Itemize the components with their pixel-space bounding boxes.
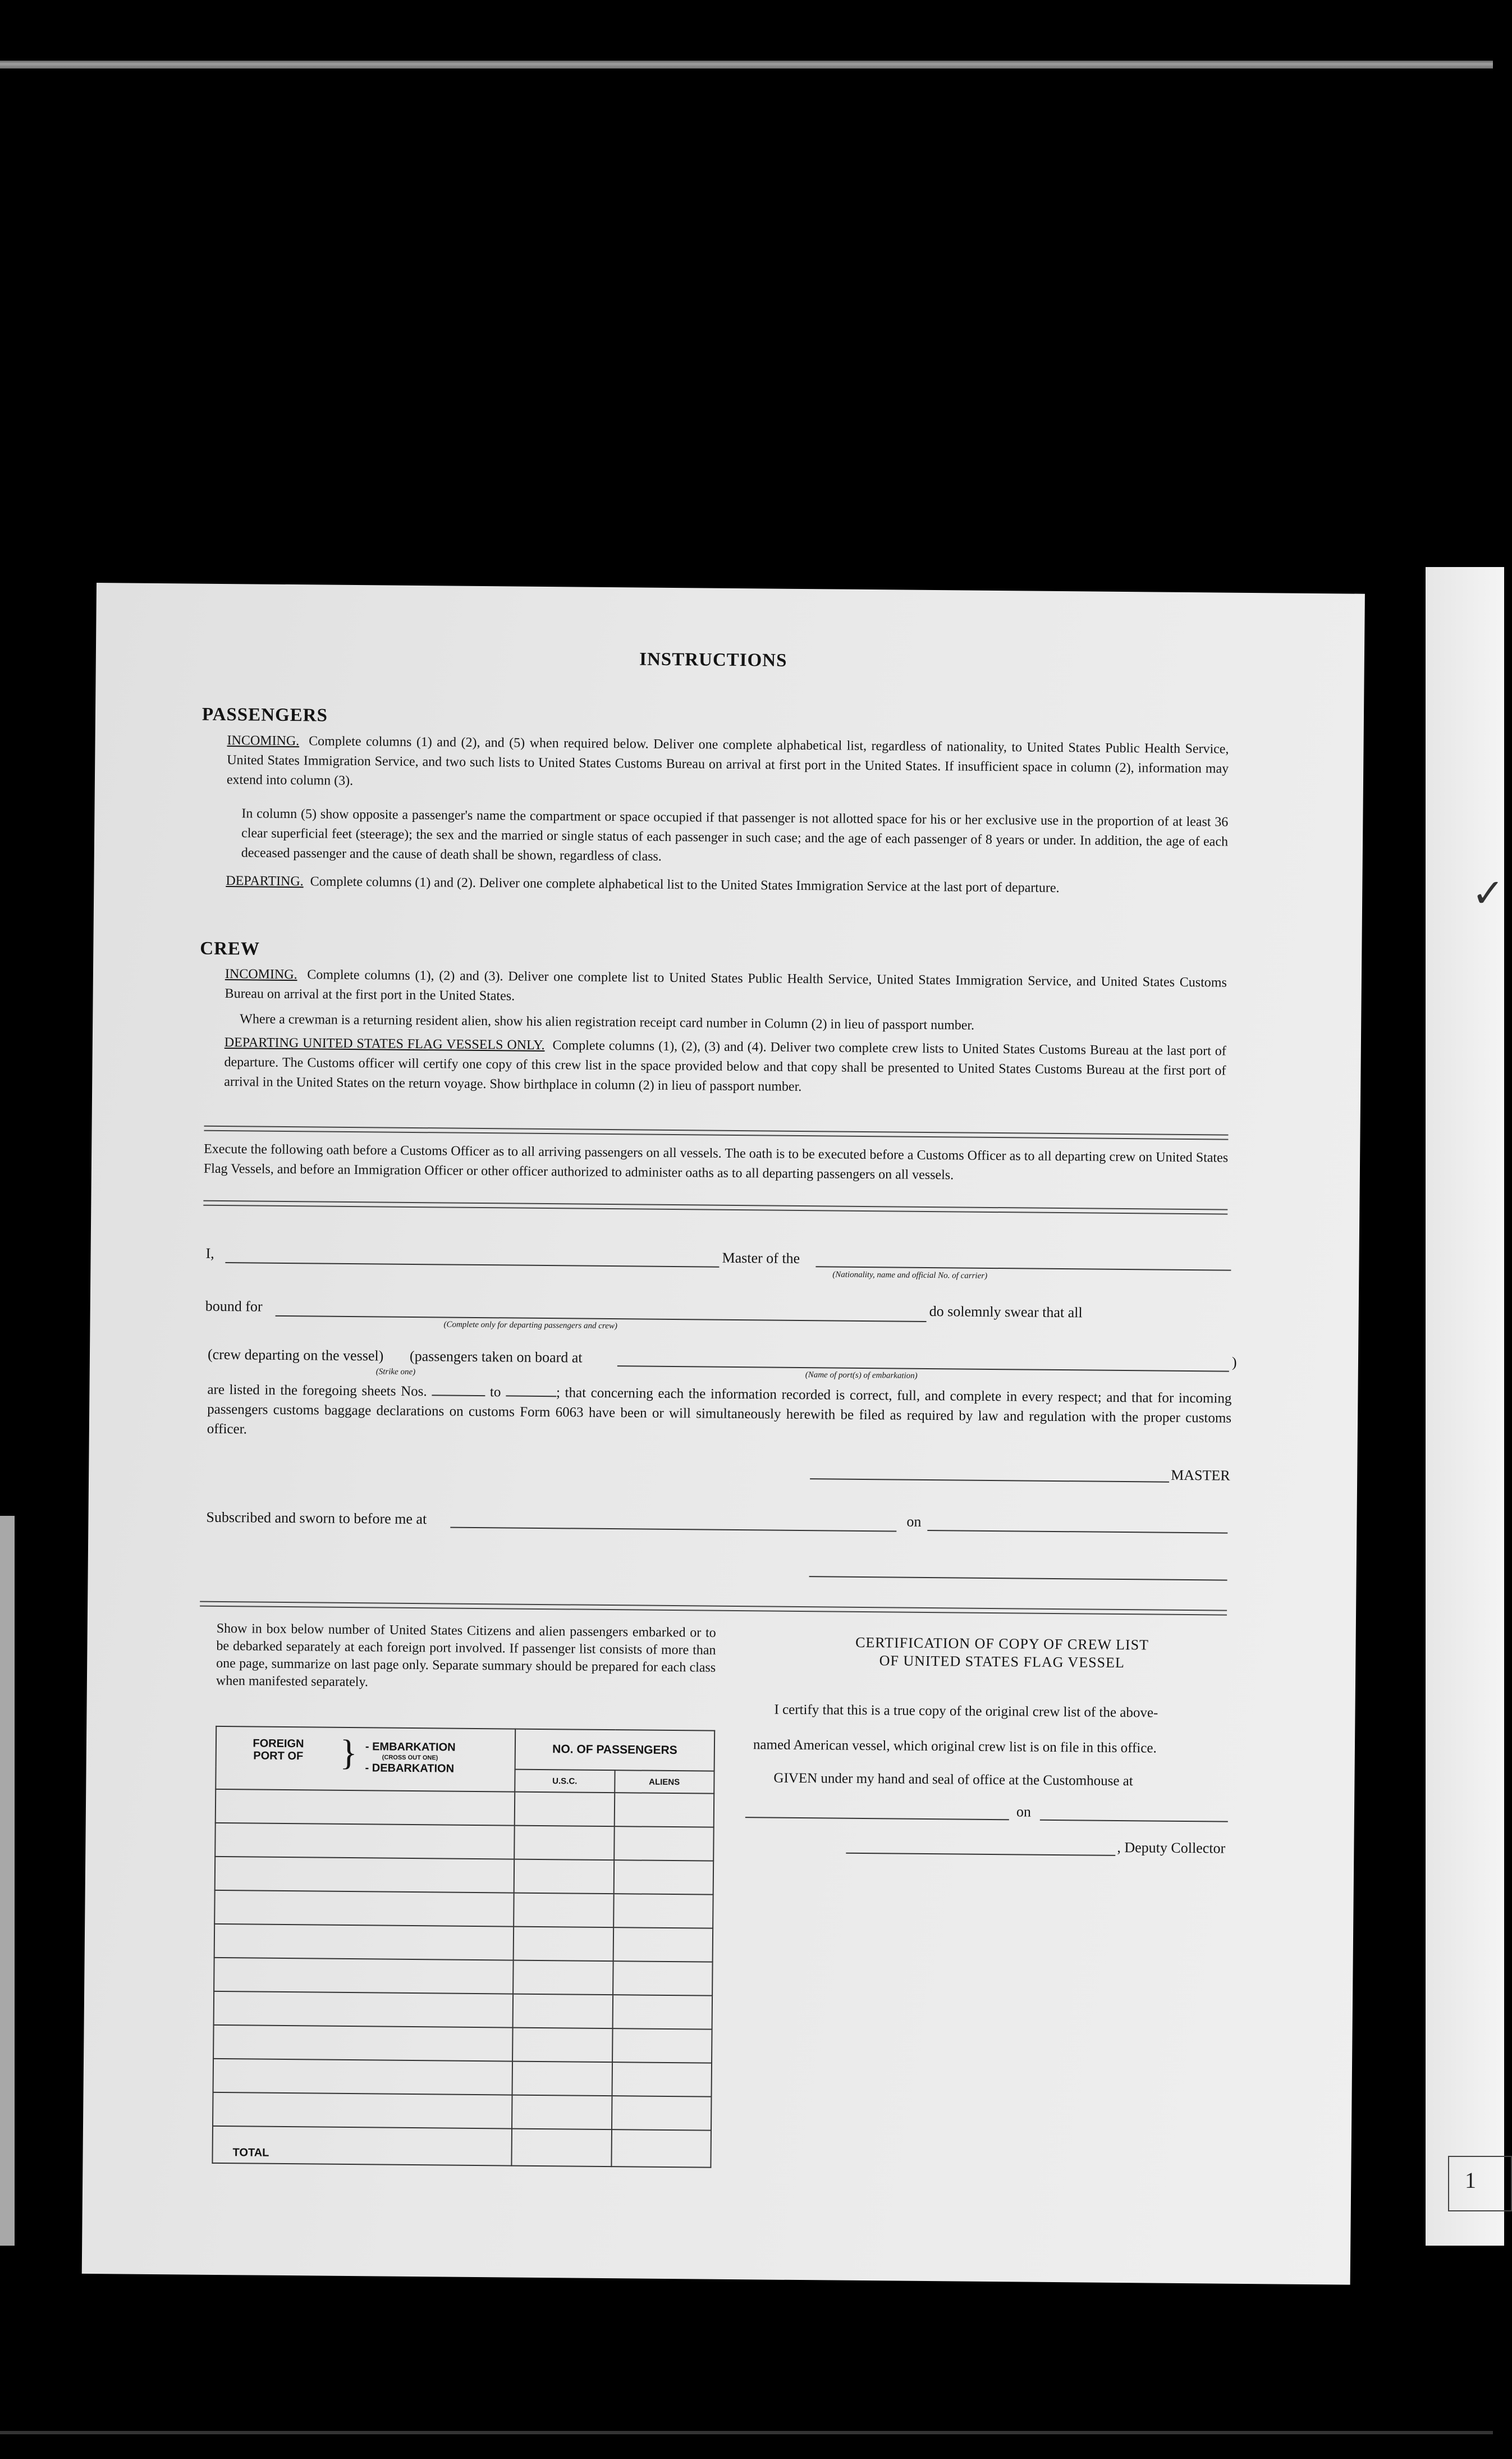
port-cell[interactable]	[214, 1991, 514, 2028]
master-name-field[interactable]	[225, 1262, 719, 1268]
instructions-page	[82, 583, 1365, 2285]
cross-out-hint: (CROSS OUT ONE)	[382, 1754, 438, 1762]
film-edge-bottom	[0, 2431, 1493, 2434]
adjacent-page-left	[0, 1516, 15, 2246]
officer-signature-field[interactable]	[809, 1576, 1227, 1581]
usc-total-cell[interactable]	[512, 2129, 612, 2167]
close-paren: )	[1231, 1354, 1237, 1370]
aliens-total-cell[interactable]	[611, 2129, 711, 2168]
listed-statement: ; that concerning each the information recorded is correct, full, and complete in every respect; and that for incoming passengers customs baggage declarations on customs Form 6063 have been or will simultaneously herewith be filed as required by law and regulation with the proper customs officer.	[207, 1385, 1232, 1437]
aliens-cell[interactable]	[613, 1927, 713, 1962]
subscribed-date-field[interactable]	[927, 1530, 1227, 1534]
aliens-cell[interactable]	[612, 2028, 712, 2063]
table-row	[214, 1991, 712, 2030]
nationality-hint: (Nationality, name and official No. of carrier)	[832, 1270, 988, 1281]
usc-cell[interactable]	[514, 1826, 614, 1861]
summary-intro: Show in box below number of United States Citizens and alien passengers embarked or to be debarked separately at each foreign port involved. If passenger list consists of more than one page, summarize on last page only. Separate summary should be prepared for each class when manifested separately.	[216, 1621, 716, 1690]
swear-label: do solemnly swear that all	[929, 1302, 1083, 1321]
aliens-cell[interactable]	[614, 1793, 714, 1827]
crew-departing-text: Complete columns (1), (2), (3) and (4). Deliver two complete crew lists to United States Customs Bureau at the last port of departure. The Customs officer will certify one copy of this crew list in the space provided below and that copy shall be presented to United States Customs Bureau at the first port of arrival in the United States on the return voyage. Show birthplace in column (2) in lieu of passport number.	[224, 1038, 1226, 1094]
sheet-from-field[interactable]	[432, 1395, 485, 1396]
certify-line1: I certify that this is a true copy of the original crew list of the above-	[774, 1702, 1158, 1721]
master-signature-field[interactable]	[810, 1478, 1169, 1483]
master-of-label: Master of the	[722, 1249, 800, 1267]
usc-cell[interactable]	[512, 2028, 612, 2063]
passengers-column5: In column (5) show opposite a passenger's name the compartment or space occupied if that passenger is not allotted space for his or her exclusive use in the proportion of at least 36 clear superficial feet (steerage); the sex and the married or single status of each passenger in such case; and the age of each passenger of 8 years or under. In addition, the age of each deceased passenger and the cause of death shall be shown, regardless of class.	[241, 806, 1229, 864]
certification-title-line2: OF UNITED STATES FLAG VESSEL	[879, 1652, 1125, 1671]
port-cell[interactable]	[214, 1890, 514, 1927]
usc-cell[interactable]	[514, 1893, 613, 1928]
aliens-cell[interactable]	[613, 1961, 713, 1996]
crew-incoming	[224, 965, 1227, 1013]
passengers-departing-text: Complete columns (1) and (2). Deliver one complete alphabetical list to the United States Immigration Service at the last port of departure.	[310, 874, 1060, 895]
aliens-cell[interactable]	[613, 1860, 713, 1895]
port-embarkation-field[interactable]	[617, 1365, 1229, 1372]
usc-cell[interactable]	[513, 1960, 613, 1995]
divider	[204, 1126, 1228, 1140]
complete-hint: (Complete only for departing passengers and crew)	[443, 1320, 617, 1331]
page-number-box	[1448, 2156, 1512, 2211]
sheet-to-field[interactable]	[506, 1395, 556, 1397]
aliens-header: ALIENS	[615, 1770, 714, 1794]
debarkation-label: - DEBARKATION	[365, 1762, 455, 1775]
customhouse-field[interactable]	[745, 1817, 1009, 1820]
certification-title	[777, 1633, 1227, 1673]
embarkation-label: - EMBARKATION	[365, 1740, 456, 1754]
deputy-collector-label: , Deputy Collector	[1117, 1839, 1226, 1857]
certify-line2: named American vessel, which original crew list is on file in this office.	[753, 1737, 1157, 1756]
usc-cell[interactable]	[514, 1927, 613, 1962]
page-title: INSTRUCTIONS	[639, 649, 787, 671]
page-number: 1	[1465, 2168, 1476, 2193]
strike-one-hint: (Strike one)	[375, 1367, 416, 1377]
subscribed-label: Subscribed and sworn to before me at	[206, 1509, 427, 1528]
port-cell[interactable]	[213, 2092, 512, 2129]
passengers-incoming	[227, 731, 1229, 799]
table-row	[214, 1958, 712, 1996]
port-cell[interactable]	[214, 1958, 514, 1994]
crew-departing-option: (crew departing on the vessel)	[207, 1346, 384, 1364]
port-cell[interactable]	[213, 2059, 513, 2095]
oath-intro: Execute the following oath before a Customs Officer as to all arriving passengers on all vessels. The oath is to be executed before a Customs Officer as to all departing crew on United States Flag Vessels, and before an Immigration Officer or other officer authorized to administer oaths as to all departing passengers on all vessels.	[203, 1141, 1229, 1183]
oath-statement	[207, 1380, 1232, 1448]
oath-i-label: I,	[205, 1245, 214, 1262]
certification-title-line1: CERTIFICATION OF COPY OF CREW LIST	[855, 1634, 1149, 1653]
port-cell[interactable]	[213, 2025, 513, 2062]
divider	[203, 1200, 1227, 1215]
divider	[200, 1601, 1227, 1616]
usc-cell[interactable]	[512, 2095, 612, 2130]
usc-header: U.S.C.	[515, 1770, 615, 1793]
crew-departing	[224, 1033, 1226, 1101]
usc-cell[interactable]	[512, 2062, 612, 2096]
table-row	[214, 1924, 713, 1962]
usc-cell[interactable]	[515, 1792, 615, 1827]
listed-to-label: to	[489, 1384, 501, 1400]
usc-cell[interactable]	[514, 1859, 614, 1894]
table-row	[213, 2092, 711, 2131]
crew-heading: CREW	[200, 938, 260, 959]
subscribed-place-field[interactable]	[450, 1527, 896, 1532]
aliens-cell[interactable]	[613, 1894, 713, 1928]
usc-cell[interactable]	[513, 1994, 613, 2029]
crew-incoming-text: Complete columns (1), (2) and (3). Deliver one complete list to United States Public Health Service, United States Immigration Service, and United States Customs Bureau on arrival at the first port in the United States.	[224, 967, 1227, 1004]
total-row	[212, 2126, 711, 2168]
passengers-incoming-label: INCOMING.	[227, 733, 300, 749]
total-label: TOTAL	[212, 2126, 512, 2166]
on-label: on	[906, 1513, 922, 1530]
given-label: GIVEN under my hand and seal of office at the Customhouse at	[773, 1770, 1133, 1789]
aliens-cell[interactable]	[612, 1995, 712, 2030]
port-cell[interactable]	[215, 1823, 515, 1859]
adjacent-page-right	[1426, 567, 1504, 2246]
port-cell[interactable]	[214, 1924, 514, 1960]
port-header	[216, 1726, 515, 1792]
table-row	[215, 1857, 713, 1895]
passengers-taken-option: (passengers taken on board at	[409, 1347, 583, 1366]
aliens-cell[interactable]	[614, 1826, 714, 1861]
master-label: MASTER	[1171, 1466, 1230, 1484]
port-label: FOREIGN PORT OF	[253, 1737, 304, 1763]
crew-incoming-label: INCOMING.	[224, 967, 297, 982]
cert-on-label: on	[1016, 1803, 1032, 1820]
table-row	[213, 2025, 712, 2063]
table-row	[216, 1789, 714, 1827]
brace-icon: }	[340, 1732, 358, 1773]
passengers-incoming-text: Complete columns (1) and (2), and (5) when required below. Deliver one complete alphabetical list, regardless of nationality, to United States Public Health Service, United States Immigration Service, and two such lists to United States Customs Bureau on arrival at first port in the United States. If insufficient space in column (2), information may extend into column (3).	[226, 734, 1229, 789]
passengers-departing-label: DEPARTING.	[226, 874, 304, 889]
bound-for-label: bound for	[205, 1297, 263, 1315]
film-edge-top	[0, 61, 1493, 68]
aliens-cell[interactable]	[612, 2062, 712, 2097]
cert-date-field[interactable]	[1040, 1820, 1228, 1822]
ports-hint: (Name of port(s) of embarkation)	[805, 1370, 918, 1381]
crew-resident: Where a crewman is a returning resident alien, show his alien registration receipt card number in Column (2) in lieu of passport number.	[240, 1012, 975, 1033]
port-cell[interactable]	[215, 1857, 515, 1893]
deputy-signature-field[interactable]	[846, 1853, 1115, 1856]
passengers-departing	[226, 871, 1227, 900]
listed-label: are listed in the foregoing sheets Nos.	[207, 1382, 427, 1400]
passenger-summary-table	[212, 1726, 715, 2168]
port-cell[interactable]	[216, 1789, 515, 1826]
checkmark-icon: ✓	[1472, 872, 1505, 916]
crew-departing-label: DEPARTING UNITED STATES FLAG VESSELS ONLY.	[224, 1035, 545, 1053]
aliens-cell[interactable]	[612, 2096, 712, 2131]
table-row	[214, 1890, 713, 1928]
table-row	[213, 2059, 712, 2097]
no-passengers-header: NO. OF PASSENGERS	[515, 1729, 714, 1771]
table-row	[215, 1823, 713, 1861]
passengers-heading: PASSENGERS	[201, 704, 328, 726]
